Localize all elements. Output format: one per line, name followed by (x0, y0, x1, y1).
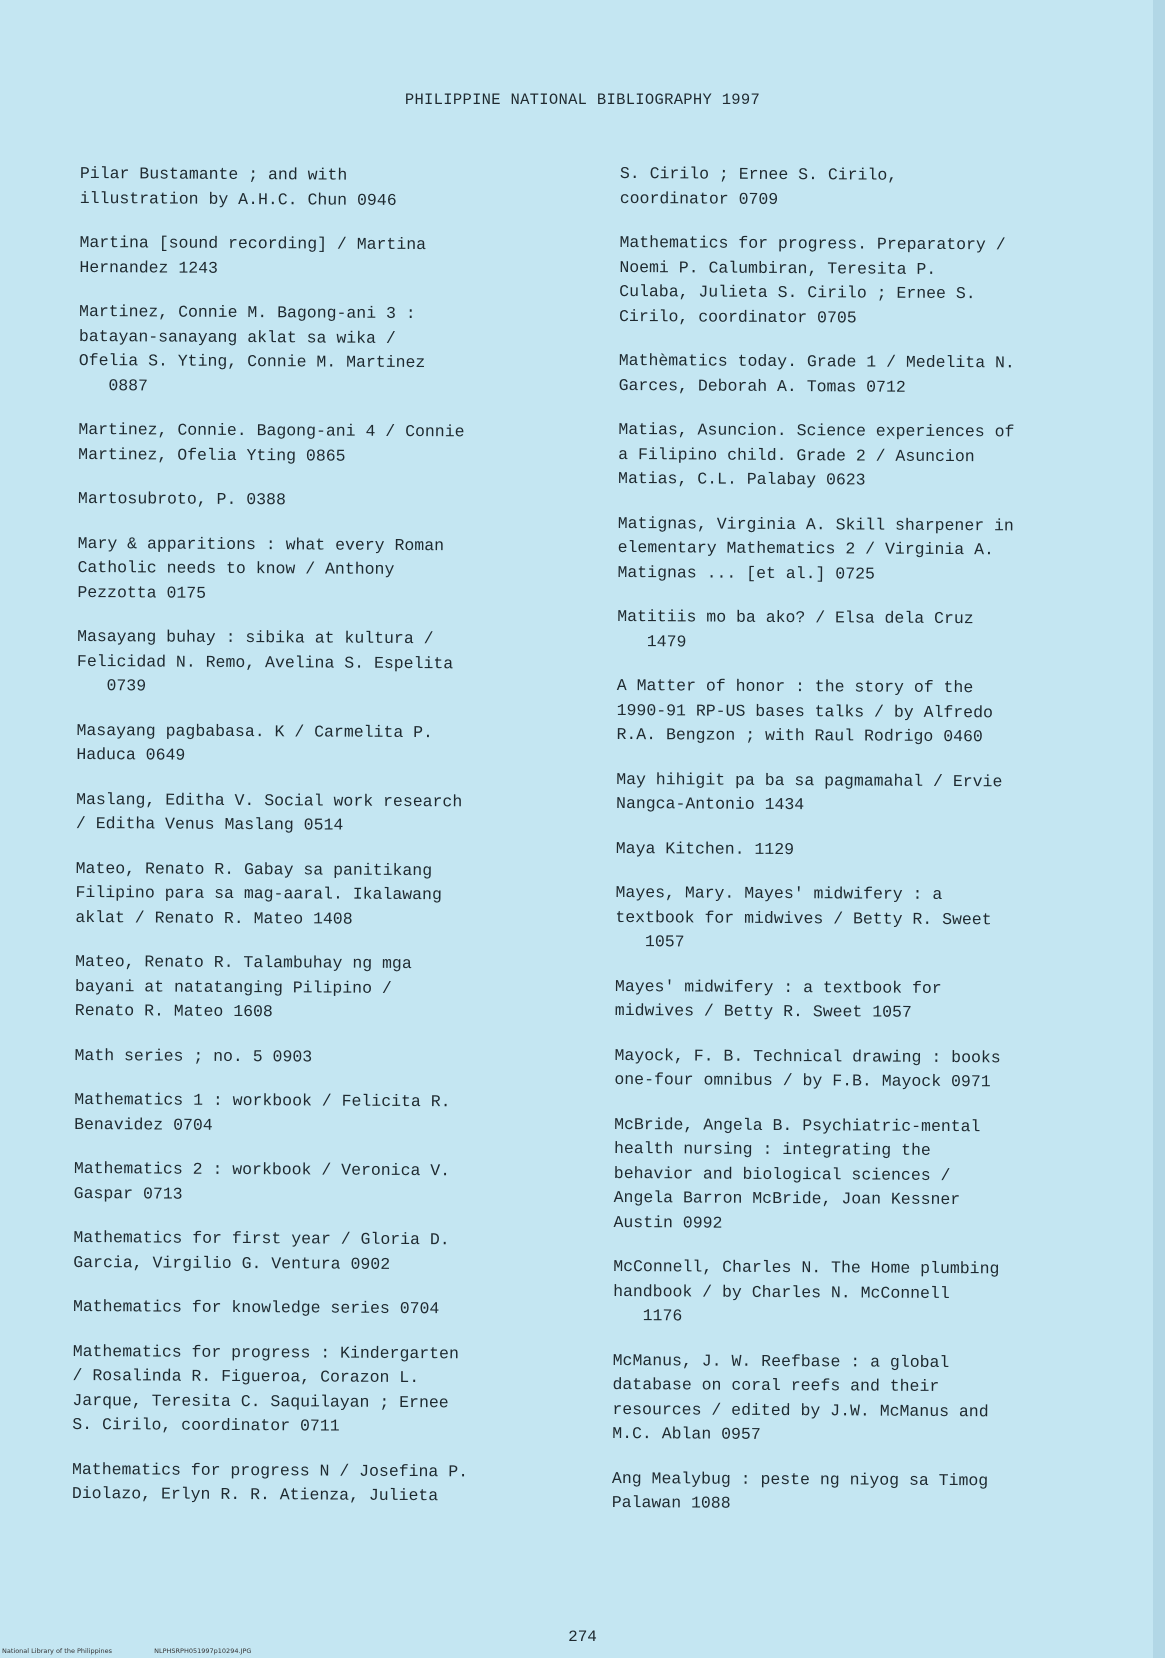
entry-line: Matias, C.L. Palabay 0623 (618, 468, 866, 490)
bibliography-entry (77, 625, 577, 702)
bibliography-entry (612, 1466, 1112, 1518)
entry-line: Mayock, F. B. Technical drawing : books (614, 1045, 1001, 1067)
entry-line: Martinez, Connie. Bagong-ani 4 / Connie (78, 419, 465, 442)
bibliography-entry (80, 162, 580, 214)
entry-line: Mathematics for progress N / Josefina P. (71, 1459, 469, 1481)
entry-line: Mateo, Renato R. Talambuhay ng mga (75, 951, 412, 974)
entry-line: Mathematics 1 : workbook / Felicita R. (74, 1089, 451, 1112)
entry-line: elementary Mathematics 2 / Virginia A. (617, 537, 994, 560)
entry-line: 1057 (615, 931, 685, 952)
entry-line: Mathematics for progress : Kindergarten (72, 1341, 459, 1363)
entry-line: S. Cirilo, coordinator 0711 (72, 1414, 340, 1436)
entry-line: Maya Kitchen. 1129 (615, 838, 795, 859)
bibliography-entry (76, 718, 576, 770)
bibliography-entry (74, 1088, 574, 1140)
bibliography-entry (79, 231, 579, 283)
bibliography-entry (619, 231, 1120, 332)
left-column (72, 162, 580, 1530)
entry-line: midwives / Betty R. Sweet 1057 (614, 1000, 912, 1022)
entry-line: Austin 0992 (613, 1212, 723, 1233)
right-column (612, 162, 1120, 1539)
entry-line: Palawan 1088 (611, 1492, 731, 1513)
entry-line: Math series ; no. 5 0903 (74, 1045, 313, 1066)
bibliography-entry (613, 1255, 1113, 1332)
bibliography-entry (73, 1295, 573, 1323)
entry-line: 0887 (78, 375, 149, 395)
bibliography-entry (615, 974, 1115, 1026)
entry-line: 1176 (612, 1305, 683, 1326)
bibliography-entry (612, 1348, 1113, 1449)
bibliography-entry (72, 1339, 573, 1440)
entry-line: Martina [sound recording] / Martina (79, 232, 427, 255)
entry-line: Ang Mealybug : peste ng niyog sa Timog (611, 1468, 989, 1490)
bibliography-entry (618, 418, 1118, 495)
bibliography-entry (615, 881, 1115, 958)
page-number: 274 (568, 1628, 597, 1646)
entry-line: Culaba, Julieta S. Cirilo ; Ernee S. (619, 281, 976, 304)
entry-line: behavior and biological sciences / (613, 1163, 951, 1185)
entry-line: Filipino para sa mag-aaral. Ikalawang (75, 882, 442, 905)
entry-line: Felicidad N. Remo, Avelina S. Espelita (76, 651, 454, 673)
entry-line: S. Cirilo ; Ernee S. Cirilo, (619, 163, 898, 185)
entry-line: one-four omnibus / by F.B. Mayock 0971 (614, 1069, 991, 1092)
bibliography-entry (74, 1043, 574, 1071)
entry-line: M.C. Ablan 0957 (612, 1423, 761, 1444)
bibliography-entry (75, 950, 575, 1027)
entry-line: Masayang buhay : sibika at kultura / (77, 626, 434, 649)
entry-line: Nangca-Antonio 1434 (616, 793, 805, 815)
entry-line: Matitiis mo ba ako? / Elsa dela Cruz (617, 606, 974, 629)
entry-line: Ofelia S. Yting, Connie M. Martinez (78, 350, 426, 373)
bibliography-entry (614, 1043, 1114, 1095)
entry-line: Maslang, Editha V. Social work research (76, 789, 463, 811)
bibliography-entry (613, 1112, 1114, 1238)
entry-line: Gaspar 0713 (73, 1183, 183, 1204)
entry-line: / Rosalinda R. Figueroa, Corazon L. (72, 1365, 420, 1388)
bibliography-entry (79, 300, 580, 401)
entry-line: Garces, Deborah A. Tomas 0712 (618, 375, 906, 397)
entry-line: A Matter of honor : the story of the (616, 675, 974, 698)
bibliography-entry (619, 349, 1119, 401)
entry-line: McConnell, Charles N. The Home plumbing (613, 1256, 1000, 1279)
entry-line: McManus, J. W. Reefbase : a global (612, 1350, 950, 1372)
entry-line: Mathematics for knowledge series 0704 (72, 1296, 440, 1319)
entry-line: Matignas, Virginia A. Skill sharpener in (617, 513, 1014, 535)
credit-source: National Library of the Philippines (2, 1647, 113, 1655)
entry-line: Mayes' midwifery : a textbook for (614, 976, 942, 998)
entry-line: Martinez, Ofelia Yting 0865 (78, 444, 346, 466)
entry-line: Masayang pagbabasa. K / Carmelita P. (76, 720, 434, 742)
bibliography-entry (620, 162, 1120, 214)
entry-line: Catholic needs to know / Anthony (77, 557, 395, 579)
entry-line: Pezzotta 0175 (77, 582, 207, 603)
entry-line: Hernandez 1243 (79, 257, 219, 278)
entry-line: Mathematics 2 : workbook / Veronica V. (73, 1158, 451, 1181)
entry-line: textbook for midwives / Betty R. Sweet (615, 907, 992, 929)
entry-line: May hihigit pa ba sa pagmamahal / Ervie (616, 769, 1003, 791)
bibliography-entry (74, 1157, 574, 1209)
entry-line: resources / edited by J.W. McManus and (612, 1399, 989, 1421)
entry-line: Martinez, Connie M. Bagong-ani 3 : (79, 301, 416, 324)
entry-line: illustration by A.H.C. Chun 0946 (79, 188, 397, 210)
bibliography-entry (77, 531, 577, 608)
bibliography-entry (78, 418, 578, 470)
bibliography-entry (72, 1457, 572, 1509)
entry-line: a Filipino child. Grade 2 / Asuncion (618, 444, 975, 466)
entry-line: Mathematics for progress. Preparatory / (619, 232, 1006, 255)
entry-line: Benavidez 0704 (74, 1114, 213, 1135)
entry-line: Garcia, Virgilio G. Ventura 0902 (73, 1252, 391, 1274)
entry-line: Mateo, Renato R. Gabay sa panitikang (75, 858, 433, 880)
bibliography-entry (616, 767, 1116, 819)
entry-line: 1990-91 RP-US bases talks / by Alfredo (616, 700, 993, 722)
entry-line: Haduca 0649 (76, 744, 186, 765)
bibliography-entry (78, 487, 578, 515)
entry-line: handbook / by Charles N. McConnell (613, 1281, 950, 1303)
entry-line: database on coral reefs and their (612, 1374, 940, 1396)
scan-edge (1153, 0, 1165, 1658)
entry-line: aklat / Renato R. Mateo 1408 (75, 907, 353, 929)
entry-line: Jarque, Teresita C. Saquilayan ; Ernee (72, 1390, 449, 1412)
entry-line: Mayes, Mary. Mayes' midwifery : a (615, 882, 943, 904)
entry-line: Renato R. Mateo 1608 (74, 1000, 273, 1022)
entry-line: R.A. Bengzon ; with Raul Rodrigo 0460 (616, 724, 983, 747)
bibliography-entry (75, 856, 575, 933)
bibliography-entry (616, 674, 1116, 751)
entry-line: 0739 (76, 675, 147, 696)
entry-line: Pilar Bustamante ; and with (79, 163, 348, 185)
entry-line: / Editha Venus Maslang 0514 (75, 813, 344, 835)
entry-line: Cirilo, coordinator 0705 (619, 306, 857, 327)
entry-line: health nursing : integrating the (613, 1138, 931, 1160)
bibliography-entry (616, 836, 1116, 864)
bibliography-entry (617, 605, 1117, 657)
page-header: PHILIPPINE NATIONAL BIBLIOGRAPHY 1997 (404, 91, 761, 109)
bibliography-entry (76, 787, 576, 839)
credit-file: NLPHSRPH051997p10294.JPG (154, 1647, 252, 1655)
entry-line: 1479 (617, 631, 687, 651)
entry-line: Matignas ... [et al.] 0725 (617, 562, 876, 584)
entry-line: Mathèmatics today. Grade 1 / Medelita N. (618, 350, 1015, 373)
entry-line: Noemi P. Calumbiran, Teresita P. (619, 257, 937, 279)
entry-line: batayan-sanayang aklat sa wika / (78, 326, 396, 348)
entry-line: Angela Barron McBride, Joan Kessner (613, 1187, 961, 1210)
bibliography-entry (73, 1226, 573, 1278)
scan-credit (2, 1647, 291, 1655)
entry-line: Mathematics for first year / Gloria D. (73, 1227, 450, 1250)
entry-line: McBride, Angela B. Psychiatric-mental (614, 1114, 981, 1136)
entry-line: coordinator 0709 (619, 188, 779, 209)
entry-line: bayani at natatanging Pilipino / (74, 976, 392, 998)
bibliography-entry (617, 511, 1117, 588)
entry-line: Mary & apparitions : what every Roman (77, 533, 445, 555)
entry-line: Diolazo, Erlyn R. R. Atienza, Julieta (71, 1483, 439, 1506)
entry-line: Martosubroto, P. 0388 (77, 488, 286, 510)
entry-line: Matias, Asuncion. Science experiences of (618, 419, 1015, 442)
